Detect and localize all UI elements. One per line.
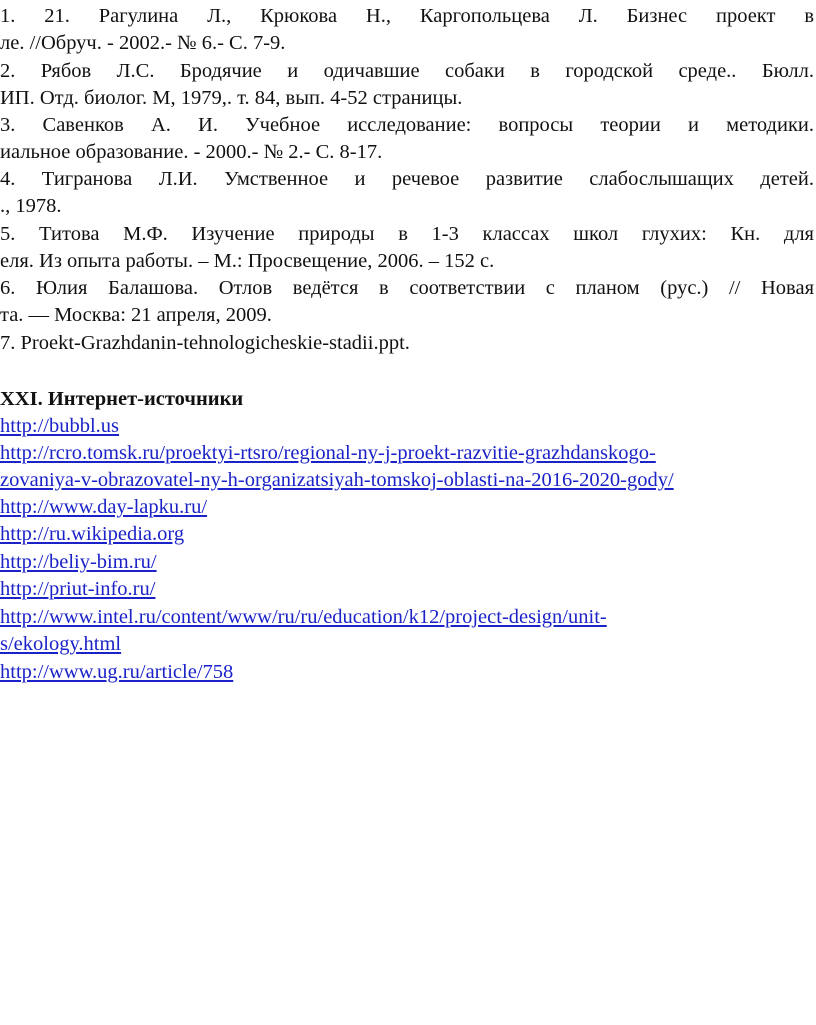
reference-2-line-2: ИП. Отд. биолог. М, 1979,. т. 84, вып. 4-52 страницы. xyxy=(0,87,463,109)
link-day-lapku[interactable]: http://www.day-lapku.ru/ xyxy=(0,496,208,518)
link-ug-ru[interactable]: http://www.ug.ru/article/758 xyxy=(0,661,234,683)
reference-2-line-1: 2. Рябов Л.С. Бродячие и одичавшие собаки в городской среде.. Бюлл. xyxy=(0,60,814,82)
reference-3-line-2: иальное образование. - 2000.- № 2.- С. 8-17. xyxy=(0,141,383,163)
reference-5-line-1: 5. Титова М.Ф. Изучение природы в 1-3 классах школ глухих: Кн. для xyxy=(0,223,814,245)
internet-sources-heading: XXI. Интернет-источники xyxy=(0,388,244,410)
link-beliy-bim[interactable]: http://beliy-bim.ru/ xyxy=(0,551,157,573)
reference-6-line-1: 6. Юлия Балашова. Отлов ведётся в соответствии с планом (рус.) // Новая xyxy=(0,277,814,299)
reference-4-line-1: 4. Тигранова Л.И. Умственное и речевое развитие слабослышащих детей. xyxy=(0,168,814,190)
reference-1-line-2: ле. //Обруч. - 2002.- № 6.- С. 7-9. xyxy=(0,32,286,54)
reference-6-line-2: та. — Москва: 21 апреля, 2009. xyxy=(0,304,272,326)
reference-4-line-2: ., 1978. xyxy=(0,195,62,217)
link-priut-info[interactable]: http://priut-info.ru/ xyxy=(0,578,156,600)
reference-7-line-1: 7. Proekt-Grazhdanin-tehnologicheskie-stadii.ppt. xyxy=(0,332,410,354)
link-wikipedia[interactable]: http://ru.wikipedia.org xyxy=(0,523,185,545)
reference-3-line-1: 3. Савенков А. И. Учебное исследование: вопросы теории и методики. xyxy=(0,114,814,136)
reference-1-line-1: 1. 21. Рагулина Л., Крюкова Н., Каргопольцева Л. Бизнес проект в xyxy=(0,5,814,27)
link-intel-line-1[interactable]: http://www.intel.ru/content/www/ru/ru/education/k12/project-design/unit- xyxy=(0,606,607,628)
link-bubbl[interactable]: http://bubbl.us xyxy=(0,415,120,437)
link-intel-line-2[interactable]: s/ekology.html xyxy=(0,633,122,655)
link-rcro-tomsk-line-2[interactable]: zovaniya-v-obrazovatel-ny-h-organizatsiyah-tomskoj-oblasti-na-2016-2020-gody/ xyxy=(0,469,674,491)
link-rcro-tomsk-line-1[interactable]: http://rcro.tomsk.ru/proektyi-rtsro/regional-ny-j-proekt-razvitie-grazhdanskogo- xyxy=(0,442,656,464)
reference-5-line-2: еля. Из опыта работы. – М.: Просвещение, 2006. – 152 с. xyxy=(0,250,495,272)
